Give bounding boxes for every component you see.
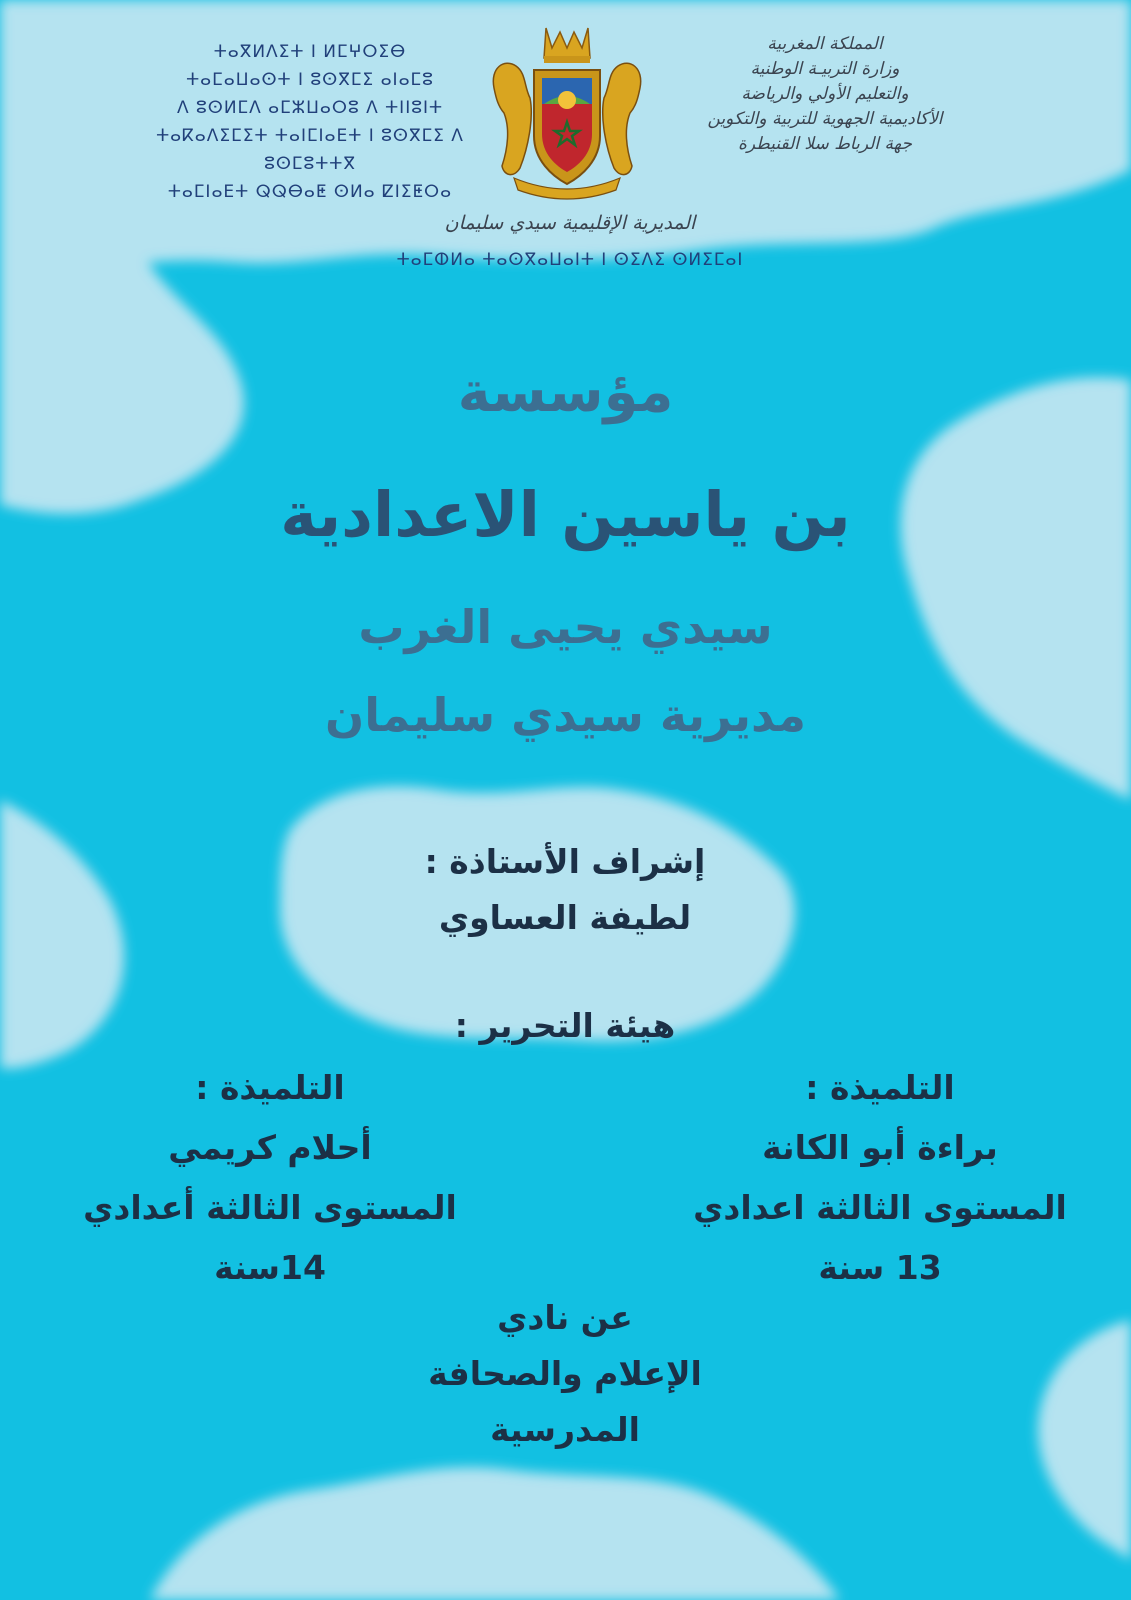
header-tifinagh-line: ⵜⴰⵎⵏⴰⴹⵜ ⵕⵕⴱⴰⵟ ⵙⵍⴰ ⵇⵏⵉⵟⵔⴰ bbox=[167, 182, 453, 202]
school-title-line2: بن ياسين الاعدادية bbox=[280, 478, 851, 551]
header-tifinagh-block bbox=[120, 38, 500, 206]
header-tifinagh-line: ⵜⴰⴽⴰⴷⵉⵎⵉⵜ ⵜⴰⵏⵎⵏⴰⴹⵜ ⵏ ⵓⵙⴳⵎⵉ ⴷ ⵓⵙⵎⵓⵜⵜⴳ bbox=[156, 126, 464, 174]
header-tifinagh-line: ⵜⴰⴳⵍⴷⵉⵜ ⵏ ⵍⵎⵖⵔⵉⴱ bbox=[213, 42, 407, 62]
student-card-1 bbox=[650, 1058, 1110, 1298]
header-arabic-line: وزارة التربيـة الوطنية bbox=[750, 59, 900, 79]
header-arabic-line: والتعليم الأولي والرياضة bbox=[741, 84, 909, 104]
student-title: التلميذة : bbox=[195, 1068, 345, 1107]
student-age: 14سنة bbox=[214, 1248, 326, 1287]
club-line: المدرسية bbox=[490, 1410, 640, 1449]
header-arabic-block bbox=[660, 32, 990, 157]
student-age: 13 سنة bbox=[818, 1248, 942, 1287]
school-town: سيدي يحيى الغرب bbox=[358, 600, 773, 654]
directorate-tifinagh: ⵜⴰⵎⵀⵍⴰ ⵜⴰⵙⴳⴰⵡⴰⵏⵜ ⵏ ⵙⵉⴷⵉ ⵙⵍⵉⵎⴰⵏ bbox=[396, 250, 744, 270]
student-level: المستوى الثالثة أعدادي bbox=[83, 1188, 457, 1227]
student-level: المستوى الثالثة اعدادي bbox=[693, 1188, 1067, 1227]
club-line: عن نادي bbox=[497, 1298, 633, 1337]
club-line: الإعلام والصحافة bbox=[428, 1354, 702, 1393]
header-arabic-line: الأكاديمية الجهوية للتربية والتكوين bbox=[707, 109, 943, 129]
header-arabic-line: المملكة المغربية bbox=[767, 34, 883, 54]
editorial-board-label: هيئة التحرير : bbox=[454, 1006, 676, 1045]
supervisor-name: لطيفة العساوي bbox=[438, 898, 692, 937]
student-name: أحلام كريمي bbox=[168, 1128, 372, 1167]
header-tifinagh-line: ⵜⴰⵎⴰⵡⴰⵙⵜ ⵏ ⵓⵙⴳⵎⵉ ⴰⵏⴰⵎⵓ bbox=[186, 70, 434, 90]
header-tifinagh-line: ⴷ ⵓⵙⵍⵎⴷ ⴰⵎⵣⵡⴰⵔⵓ ⴷ ⵜⵏⵏⵓⵏⵜ bbox=[176, 98, 444, 118]
coat-of-arms-icon bbox=[486, 18, 648, 200]
club-block bbox=[300, 1290, 830, 1458]
student-title: التلميذة : bbox=[805, 1068, 955, 1107]
header-arabic-line: جهة الرباط سلا القنيطرة bbox=[738, 134, 912, 154]
supervision-label: إشراف الأستاذة : bbox=[424, 842, 706, 881]
school-title-line1: مؤسسة bbox=[457, 360, 674, 425]
school-directorate: مديرية سيدي سليمان bbox=[324, 688, 807, 742]
directorate-arabic: المديرية الإقليمية سيدي سليمان bbox=[444, 212, 696, 234]
student-card-2 bbox=[40, 1058, 500, 1298]
student-name: براءة أبو الكانة bbox=[762, 1128, 998, 1167]
